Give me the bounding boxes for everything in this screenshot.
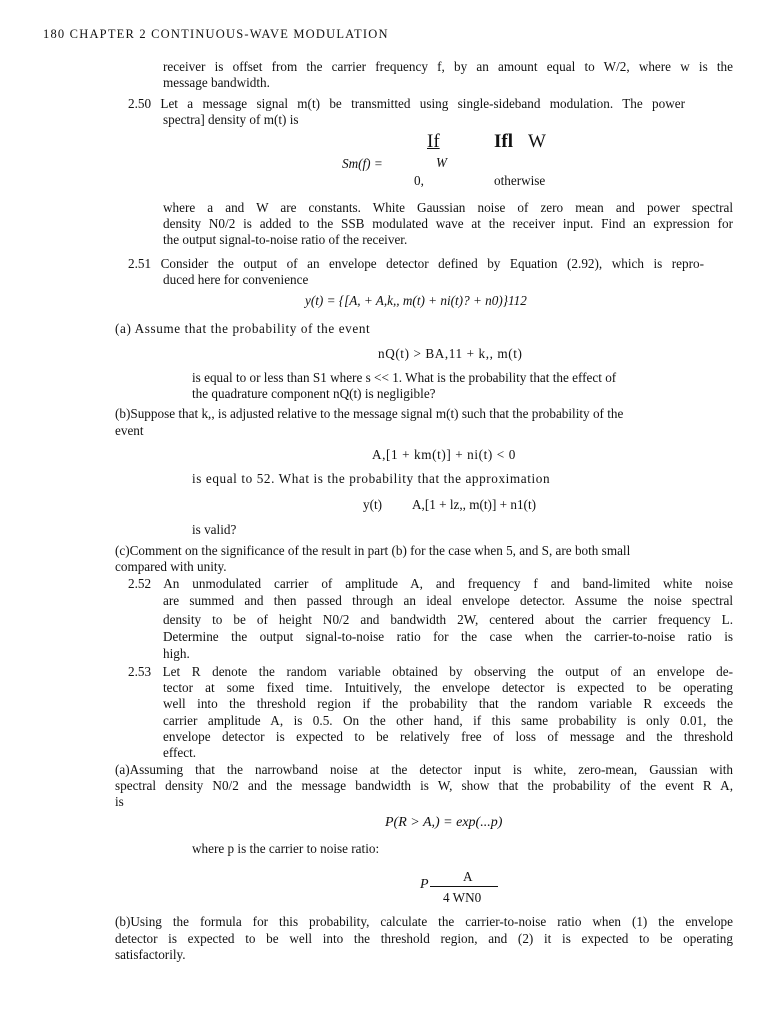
envelope-equation: y(t) = {[A, + A,k,, m(t) + ni(t)? + n0)}112	[305, 293, 527, 308]
part-b-line-1: (b)Suppose that k,, is adjusted relative to the message signal m(t) such that the probability of the	[115, 406, 624, 421]
problem-2-50-line-3: where a and W are constants. White Gaussian noise of zero mean and power spectral	[163, 200, 733, 215]
problem-2-49-line-2: message bandwidth.	[163, 75, 270, 90]
problem-2-53-part-a-line-4: where p is the carrier to noise ratio:	[192, 841, 380, 856]
running-header: 180 CHAPTER 2 CONTINUOUS-WAVE MODULATION	[43, 27, 389, 41]
problem-2-50-line-1: 2.50 Let a message signal m(t) be transmitted using single-sideband modulation. The power	[128, 96, 685, 111]
psd-equation-zero: 0,	[414, 173, 424, 188]
problem-2-51-line-1: 2.51 Consider the output of an envelope detector defined by Equation (2.92), which is repro-	[128, 256, 704, 271]
cnr-equation-numerator: A	[463, 869, 473, 884]
psd-equation-numerator: If	[427, 131, 440, 152]
problem-2-53-part-b-line-1: (b)Using the formula for this probability, calculate the carrier-to-noise ratio when (1) the envelope	[115, 914, 733, 929]
cnr-equation-denominator: 4 WN0	[443, 890, 482, 905]
approximation-lhs: y(t)	[363, 497, 383, 512]
problem-2-53-part-a-line-1: (a)Assuming that the narrowband noise at the detector input is white, zero-mean, Gaussian with	[115, 762, 733, 777]
problem-2-53-part-b-line-2: detector is expected to be well into the threshold region, and (2) it is expected to be operating	[115, 931, 733, 946]
problem-2-49-line-1: receiver is offset from the carrier frequency f, by an amount equal to W/2, where w is the	[163, 59, 733, 74]
problem-2-53-part-b-line-3: satisfactorily.	[115, 947, 186, 962]
psd-equation-lhs: Sm(f) =	[342, 156, 383, 171]
psd-equation-condition: Ifl	[494, 131, 513, 152]
problem-2-50-line-5: the output signal-to-noise ratio of the receiver.	[163, 232, 408, 247]
problem-2-53-line-4: carrier amplitude A, is 0.5. On the other hand, if this same probability is only 0.01, the	[163, 713, 733, 728]
part-b-line-2: event	[115, 423, 144, 438]
problem-2-52-line-5: high.	[163, 646, 190, 661]
problem-2-53-line-2: tector at some fixed time. Intuitively, the envelope detector is expected to be operating	[163, 680, 733, 695]
cnr-equation-p: P	[420, 877, 429, 892]
problem-2-53-line-6: effect.	[163, 745, 197, 760]
part-b-event-equation: A,[1 + km(t)] + ni(t) < 0	[372, 447, 516, 462]
part-a-line-2: is equal to or less than S1 where s << 1. What is the probability that the effect of	[192, 370, 617, 385]
problem-2-52-line-1: 2.52 An unmodulated carrier of amplitude A, and frequency f and band-limited white noise	[128, 576, 733, 591]
part-c-line-2: compared with unity.	[115, 559, 227, 574]
part-a-line-3: the quadrature component nQ(t) is negligible?	[192, 386, 436, 401]
problem-2-52-line-3: density to be of height N0/2 and bandwidth 2W, centered about the carrier frequency L.	[163, 612, 733, 627]
part-b-line-3: is equal to 52. What is the probability that the approximation	[192, 471, 551, 486]
problem-2-52-line-2: are summed and then passed through an ideal envelope detector. Assume the noise spectral	[163, 593, 733, 608]
problem-2-53-line-3: well into the threshold region if the probability that the random variable R exceeds the	[163, 696, 733, 711]
problem-2-53-part-a-line-2: spectral density N0/2 and the message bandwidth is W, show that the probability of the event R A,	[115, 778, 733, 793]
psd-equation-otherwise: otherwise	[494, 173, 546, 188]
part-a-line-1: (a) Assume that the probability of the event	[115, 321, 371, 336]
psd-equation-denominator: W	[436, 155, 447, 170]
part-c-line-1: (c)Comment on the significance of the result in part (b) for the case when 5, and S, are both small	[115, 543, 631, 558]
problem-2-53-line-1: 2.53 Let R denote the random variable obtained by observing the output of an envelope de-	[128, 664, 733, 679]
psd-equation-bandwidth: W	[528, 131, 546, 152]
part-b-line-4: is valid?	[192, 522, 237, 537]
probability-equation: P(R > A,) = exp(...p)	[385, 815, 503, 830]
cnr-fraction-bar	[430, 886, 498, 887]
problem-2-53-line-5: envelope detector is expected to be relatively free of loss of message and the threshold	[163, 729, 733, 744]
problem-2-52-line-4: Determine the output signal-to-noise ratio for the case when the carrier-to-noise ratio is	[163, 629, 733, 644]
problem-2-51-line-2: duced here for convenience	[163, 272, 309, 287]
approximation-rhs: A,[1 + lz,, m(t)] + n1(t)	[412, 497, 537, 512]
problem-2-50-line-4: density N0/2 is added to the SSB modulated wave at the receiver input. Find an expression for	[163, 216, 733, 231]
problem-2-53-part-a-line-3: is	[115, 794, 124, 809]
problem-2-50-line-2: spectra] density of m(t) is	[163, 112, 299, 127]
part-a-event-equation: nQ(t) > BA,11 + k,, m(t)	[378, 346, 523, 361]
